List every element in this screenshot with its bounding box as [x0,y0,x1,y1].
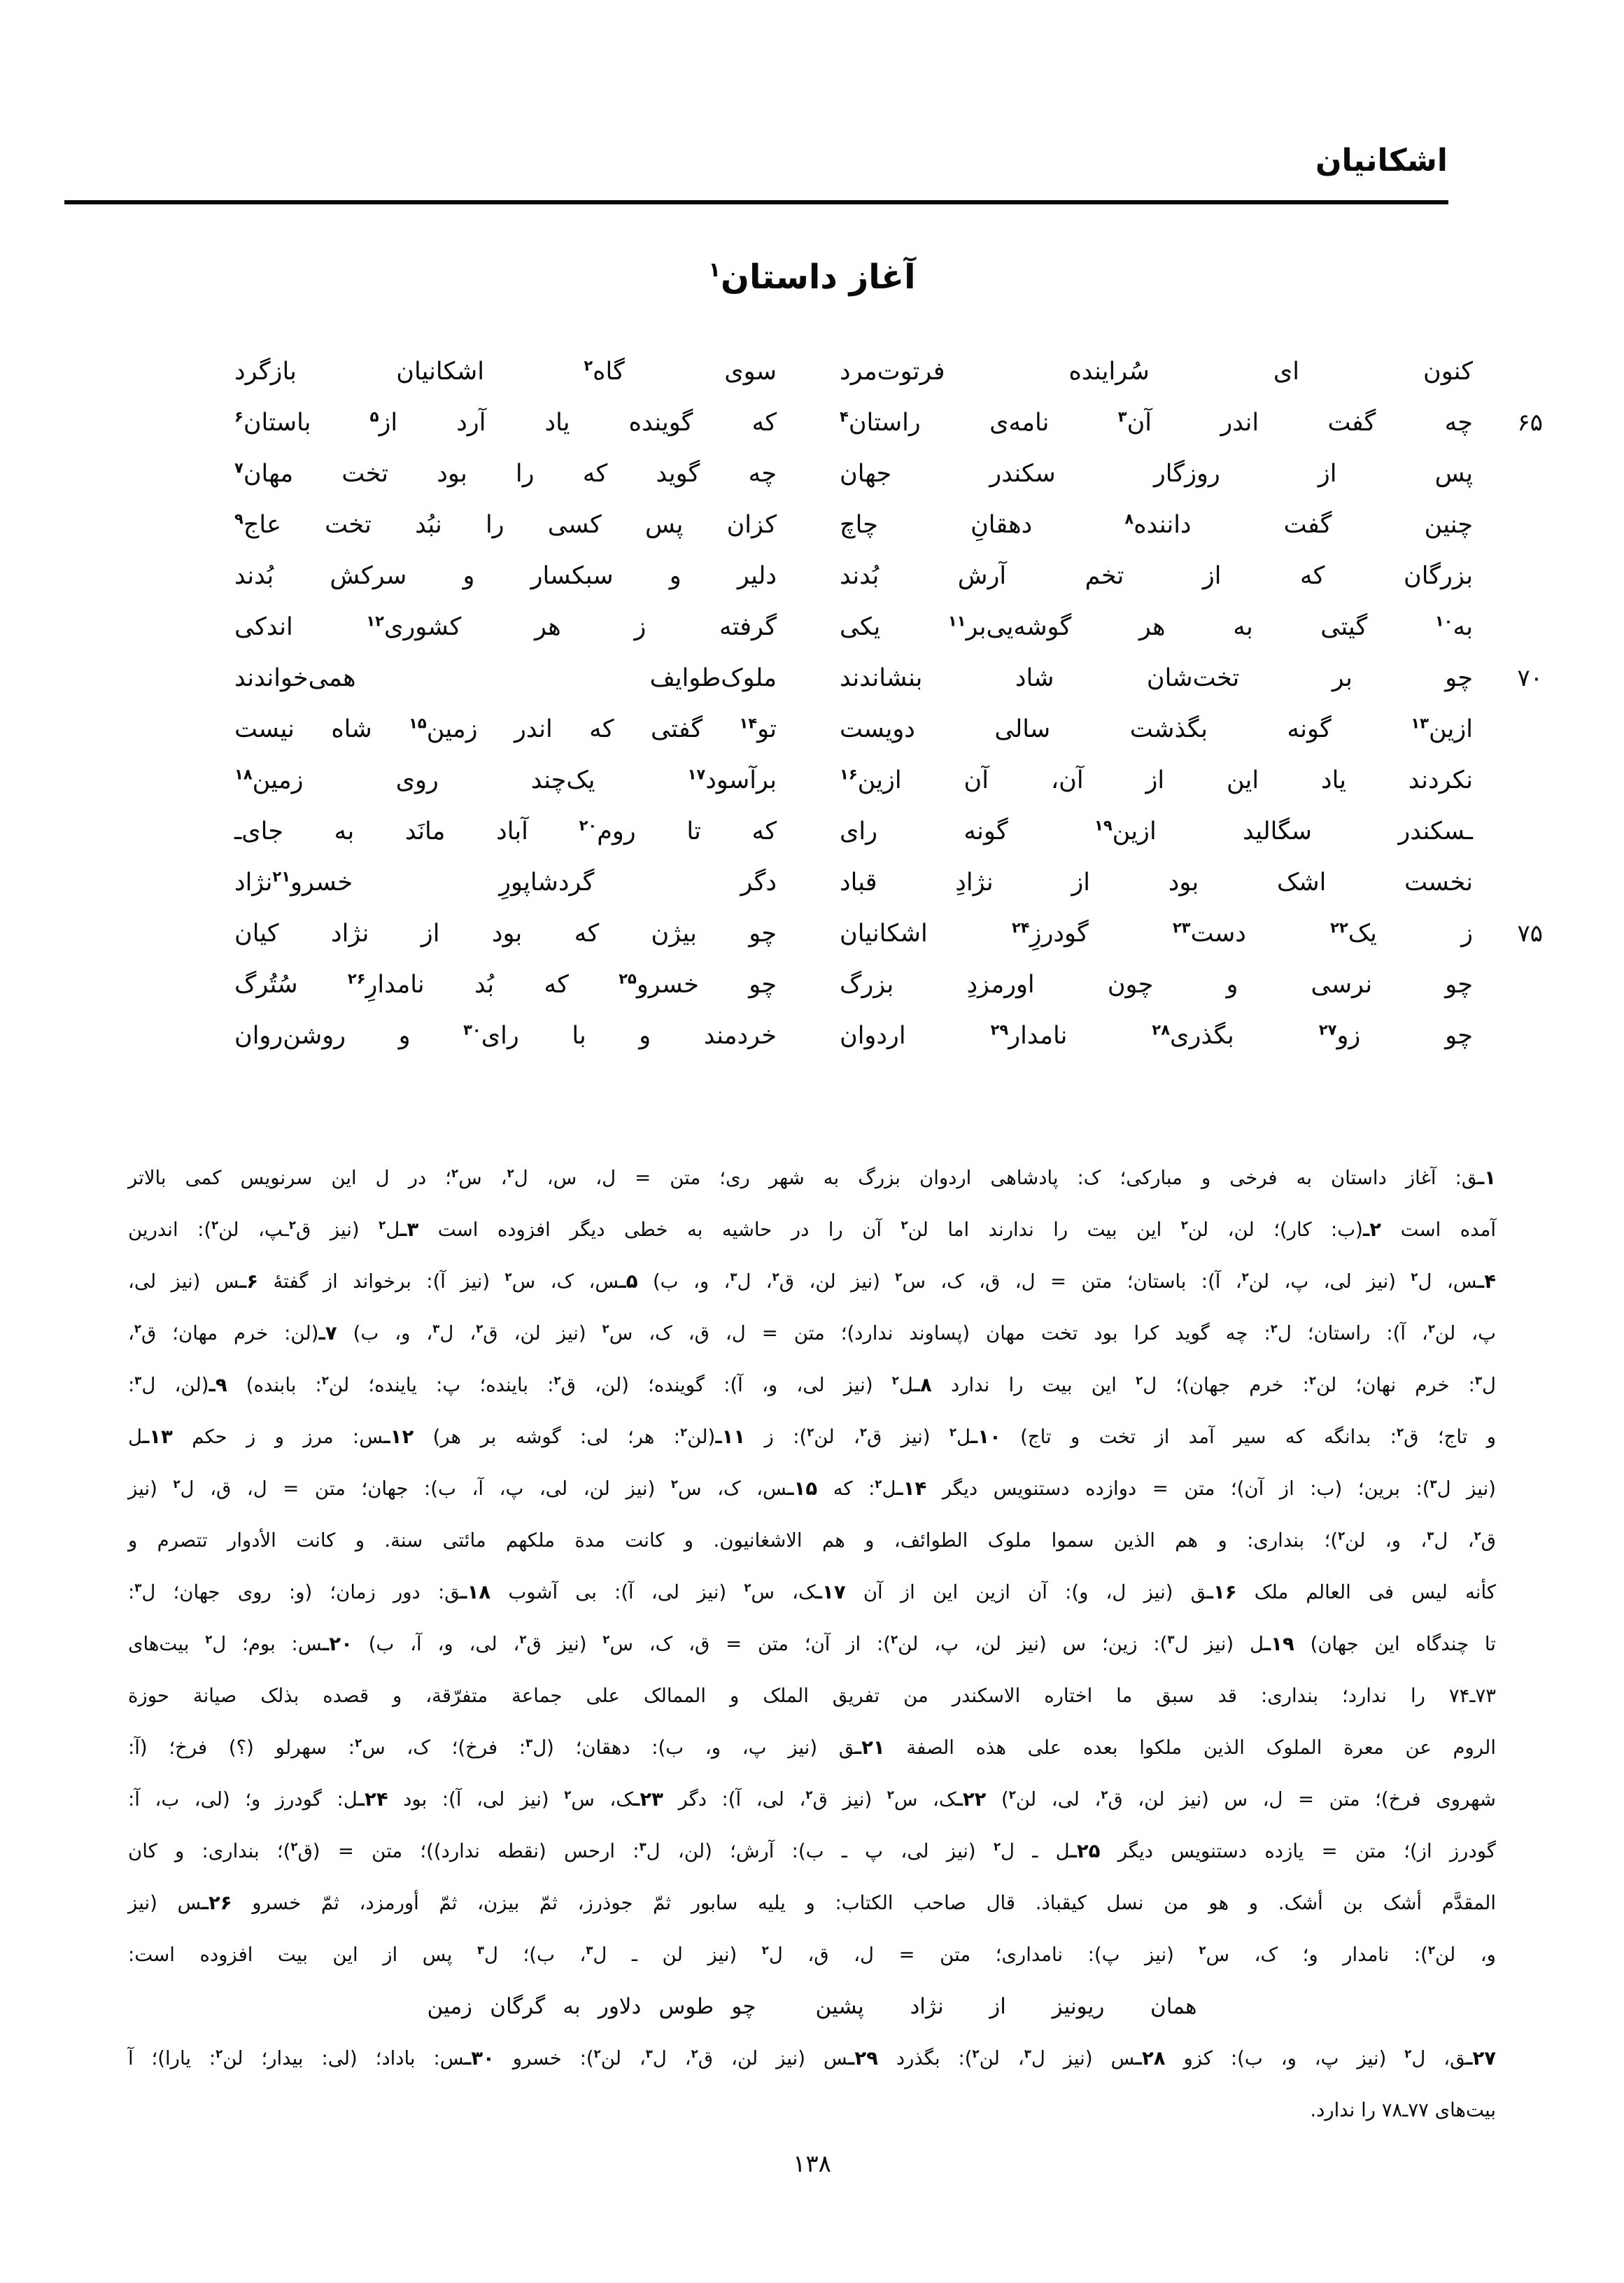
apparatus-line: بیت‌های ۷۷ـ۷۸ را ندارد. [1310,2099,1496,2121]
verse-number: ۷۰ [1517,663,1543,692]
hemistich-first: نکردند یاد این از آن، آن ازین$^{۱۶}$ [840,765,1473,794]
hemistich-first: ازین$^{۱۳}$ گونه بگذشت سالی دویست [840,714,1473,743]
hemistich-first: چو نرسی و چون اورمزدِ بزرگ [840,970,1473,999]
hemistich-second: کزان پس کسی را نبُد تخت عاج$^۹$ [234,510,777,539]
hemistich-first: ـسکندر سگالید ازین$^{۱۹}$ گونه رای [840,816,1473,845]
apparatus-line: ۲۷ـق، ل$^۲$ (نیز پ، و، ب): کزو ۲۸ـس (نیز ل$^۳$، لن$^۲$): بگذرد ۲۹ـس (نیز لن، ق$^۲$، ل$^۳$، لن$^۲$): خسرو ۳۰ـس: باداد؛ (لی: بیدار؛ لن$^۲$: یارا)؛ آ [128,2046,1497,2070]
hemistich-second: خردمند و با رای$^{۳۰}$ و روشن‌روان [234,1020,777,1050]
apparatus-line: پ، لن$^۲$، آ): راستان؛ ل$^۲$: چه گوید کرا بود تخت مهان (پساوند ندارد)؛ متن = ل، ق، ک، س$^۲$ (نیز لن، ق$^۲$، ل$^۳$، و، ب) ۷ـ(لن: خرم مهان؛ ق$^۲$، [128,1321,1496,1344]
apparatus-line: و تاج؛ ق$^۲$: بدانگه که سیر آمد از تخت و تاج) ۱۰ـل$^۲$ (نیز ق$^۲$، لن$^۲$): ز ۱۱ـ(لن$^۲$: هر؛ لی: گوشه بر هر) ۱۲ـس: مرز و ز حکم ۱۳ـل [128,1425,1497,1448]
apparatus-line: ل$^۳$: خرم نهان؛ لن$^۲$: خرم جهان)؛ ل$^۲$ این بیت را ندارد ۸ـل$^۲$ (نیز لی، و، آ): گوینده؛ (لن، ق$^۲$: باینده؛ پ: یاینده؛ لن$^۲$: بابنده) ۹ـ(لن، ل$^۳$: [128,1373,1496,1396]
apparatus-line: شهروی فرخ)؛ متن = ل، س (نیز لن، ق$^۲$، لی، لن$^۲$) ۲۲ـک، س$^۲$ (نیز ق$^۲$، لی، آ): دگر ۲۳ـک، س$^۲$ (نیز لی، آ): بود ۲۴ـل: گودرز و؛ (لی، ب، آ: [128,1787,1496,1811]
page-title: آغاز داستان$^۱$ [708,258,916,297]
couplet-row [234,550,1543,601]
couplet-row [234,703,1543,754]
apparatus-line: ۱ـق: آغاز داستان به فرخی و مبارکی؛ ک: پادشاهی اردوان بزرگ به شهر ری؛ متن = ل، س، ل$^۲$، س$^۲$؛ در ل این سرنویس کمی بالاتر [128,1166,1497,1189]
apparatus-line: تا چندگاه این جهان) ۱۹ـل (نیز ل$^۳$): زین؛ س (نیز لن، پ، لن$^۲$): از آن؛ متن = ق، ک، س$^۲$ (نیز ق$^۲$، لی، و، آ، ب) ۲۰ـس: بوم؛ ل$^۲$ بیت‌های [128,1632,1496,1655]
hemistich-second: دلیر و سبکسار و سرکش بُدند [234,561,777,590]
couplet-row [234,857,1543,908]
hemistich-first: چو زو$^{۲۷}$ بگذری$^{۲۸}$ نامدار$^{۲۹}$ اردوان [840,1020,1473,1050]
hemistich-second: چو خسرو$^{۲۵}$ که بُد نامدارِ$^{۲۶}$ سُتُرگ [234,969,777,999]
header-rule [64,200,1448,204]
hemistich-second: دگر گردشاپورِ خسرو$^{۲۱}$نژاد [234,867,777,897]
apparatus-line: ۴ـس، ل$^۲$ (نیز لی، پ، لن$^۲$، آ): باستان؛ متن = ل، ق، ک، س$^۲$ (نیز لن، ق$^۲$، ل$^۳$، و، ب) ۵ـس، ک، س$^۲$ (نیز آ): برخواند از گفتهٔ ۶ـس (نیز لی، [128,1270,1496,1293]
apparatus-line: ق$^۲$، ل$^۳$، و، لن$^۲$)؛ بنداری: و هم الذین سموا ملوک الطوائف، و هم الاشغانیون. و کانت مدة ملکهم مائتی سنة. و کانت الأدوار تتصرم و [128,1529,1497,1552]
inserted-verse-hemistich-first: همان ریونیز از نژاد پشین [815,1994,1197,2019]
hemistich-first: کنون ای سُراینده فرتوت‌مرد [840,357,1473,386]
hemistich-second: سوی گاه$^۲$ اشکانیان بازگرد [234,356,777,386]
hemistich-second: چو بیژن که بود از نژاد کیان [234,919,777,948]
apparatus-line: گودرز از)؛ متن = یازده دستنویس دیگر ۲۵ـل ـ ل$^۲$ (نیز لی، پ ـ ب): آرش؛ (لن، ل$^۳$: ارحس (نقطه ندارد))؛ متن = (ق$^۲$)؛ بنداری: و کان [128,1839,1496,1862]
hemistich-second: گرفته ز هر کشوری$^{۱۲}$ اندکی [234,612,777,641]
hemistich-first: نخست اشک بود از نژادِ قباد [840,868,1473,897]
couplet-row [234,806,1543,857]
couplet-row [234,397,1543,448]
verse-number: ۷۵ [1517,919,1543,948]
hemistich-second: ملوک‌طوایف همی‌خواندند [234,663,777,692]
couplet-row [234,499,1543,550]
apparatus-line: الروم عن معرة الملوک الذین ملکوا بعده علی هذه الصفة ۲۱ـق (نیز پ، و، ب): دهقان؛ (ل$^۳$: فرخ)؛ ک، س$^۲$: سهرلو (؟) فرخ؛ (آ: [128,1736,1496,1759]
critical-apparatus [128,1152,1496,2136]
inserted-verse-hemistich-second: چو طوس دلاور به گرگان زمین [427,1994,756,2019]
hemistich-second: که گوینده یاد آرد از$^۵$ باستان$^۶$ [234,407,777,437]
hemistich-first: چه گفت اندر آن$^۳$ نامه‌ی راستان$^۴$ [840,407,1473,437]
apparatus-line: (نیز ل$^۳$): برین؛ (ب: از آن)؛ متن = دوازده دستنویس دیگر ۱۴ـل$^۲$: که ۱۵ـس، ک، س$^۲$ (نیز لن، لی، پ، آ، ب): جهان؛ متن = ل، ق، ل$^۲$ (نیز [128,1477,1496,1500]
couplet-row [234,908,1543,959]
hemistich-second: برآسود$^{۱۷}$ یک‌چند روی زمین$^{۱۸}$ [234,765,777,794]
couplet-row [234,754,1543,806]
couplet-row [234,1010,1543,1061]
running-header: اشکانیان [1315,143,1448,178]
hemistich-first: پس از روزگار سکندر جهان [840,459,1473,488]
hemistich-first: به$^{۱۰}$ گیتی به هر گوشه‌یی‌بر$^{۱۱}$ یکی [840,612,1473,641]
couplet-row [234,959,1543,1010]
apparatus-line: آمده است ۲ـ(ب: کار)؛ لن، لن$^۲$ این بیت را ندارند اما لن$^۲$ آن را در حاشیه به خطی دیگر افزوده است ۳ـل$^۲$ (نیز ق$^۲$ـپ، لن$^۲$): اندرین [128,1218,1496,1241]
couplet-row [234,601,1543,652]
hemistich-second: تو$^{۱۴}$ گفتی که اندر زمین$^{۱۵}$ شاه نیست [234,714,777,743]
page-number: ۱۳۸ [793,2150,831,2178]
apparatus-line: ۷۳ـ۷۴ را ندارد؛ بنداری: قد سبق ما اختاره الاسکندر من تفریق الملک و الممالک علی جماعة متفرّقة، و قصده بذلک صیانة حوزة [128,1685,1496,1707]
hemistich-first: ز یک$^{۲۲}$ دست$^{۲۳}$ گودرزِ$^{۲۴}$ اشکانیان [840,918,1473,948]
couplet-row [234,652,1543,703]
apparatus-line: کأنه لیس فی العالم ملک ۱۶ـق (نیز ل، و): آن ازین این از آن ۱۷ـک، س$^۲$ (نیز لی، آ): بی آشوب ۱۸ـق: دور زمان؛ (و: روی جهان؛ ل$^۳$: [128,1580,1496,1603]
hemistich-first: چنین گفت داننده$^۸$ دهقانِ چاچ [840,510,1473,539]
couplet-row [234,346,1543,397]
poem [234,346,1543,1061]
apparatus-line: المقدَّم أشک بن أشک. و هو من نسل کیقباذ. قال صاحب الکتاب: و یلیه سابور ثمّ جوذرز، ثمّ بیزن، ثمّ أورمزد، ثمّ خسرو ۲۶ـس (نیز [128,1892,1496,1914]
verse-number: ۶۵ [1517,408,1543,437]
inserted-verse [128,1981,1496,2032]
apparatus-line: و، لن$^۲$): نامدار و؛ ک، س$^۲$ (نیز پ): نامداری؛ متن = ل، ق، ل$^۲$ (نیز لن ـ ل$^۳$، ب)؛ ل$^۳$ پس از این بیت افزوده است: [128,1943,1496,1966]
hemistich-first: بزرگان که از تخم آرش بُدند [840,561,1473,590]
hemistich-second: چه گوید که را بود تخت مهان$^۷$ [234,458,777,488]
hemistich-second: که تا روم$^{۲۰}$ آباد مانَد به جای‌ـ [234,816,777,845]
couplet-row [234,448,1543,499]
hemistich-first: چو بر تخت‌شان شاد بنشاندند [840,663,1473,692]
